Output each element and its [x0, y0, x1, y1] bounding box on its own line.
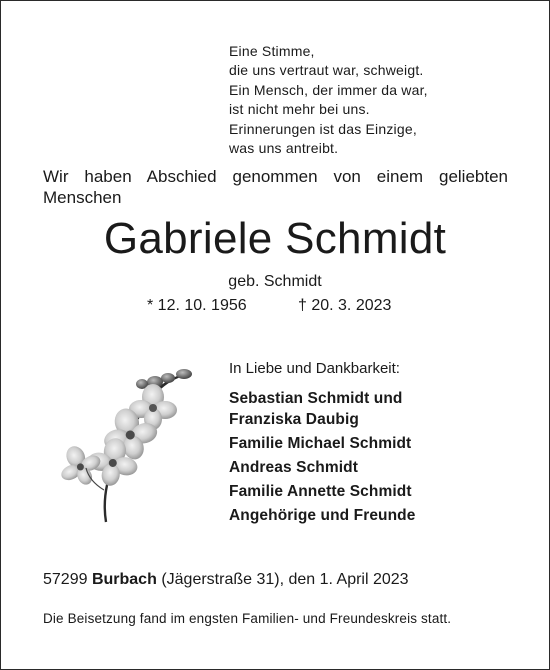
mourner-name: Angehörige und Freunde: [229, 506, 416, 524]
burial-note: Die Beisetzung fand im engsten Familien- und Freundeskreis statt.: [43, 611, 452, 626]
mourner-name: Andreas Schmidt: [229, 458, 358, 476]
mourners-list: [229, 389, 415, 530]
poem-line: die uns vertraut war, schweigt.: [229, 62, 424, 79]
orchid-branch-icon: [58, 362, 203, 527]
poem: [229, 42, 428, 158]
maiden-name: geb. Schmidt: [228, 273, 322, 290]
place-and-date: [43, 569, 409, 591]
mourner-name: Sebastian Schmidt und: [229, 390, 403, 407]
mourner-name: Familie Michael Schmidt: [229, 434, 412, 452]
mourner-name: Familie Annette Schmidt: [229, 482, 412, 500]
postal-code: 57299: [43, 571, 88, 588]
poem-line: Ein Mensch, der immer da war,: [229, 81, 428, 98]
poem-line: Eine Stimme,: [229, 43, 315, 59]
death-date: † 20. 3. 2023: [298, 297, 392, 314]
poem-line: was uns antreibt.: [229, 140, 339, 157]
poem-line: ist nicht mehr bei uns.: [229, 101, 370, 118]
poem-line: Erinnerungen ist das Einzige,: [229, 120, 417, 137]
birth-date: * 12. 10. 1956: [147, 297, 247, 314]
address-and-date: (Jägerstraße 31), den 1. April 2023: [161, 571, 409, 588]
town: Burbach: [91, 571, 157, 588]
intro-text: Wir haben Abschied genommen von einem geliebten Menschen: [43, 167, 508, 207]
deceased-name: Gabriele Schmidt: [103, 214, 447, 263]
gratitude-line: In Liebe und Dankbarkeit:: [229, 360, 400, 377]
mourner-name: Franziska Daubig: [229, 410, 359, 428]
